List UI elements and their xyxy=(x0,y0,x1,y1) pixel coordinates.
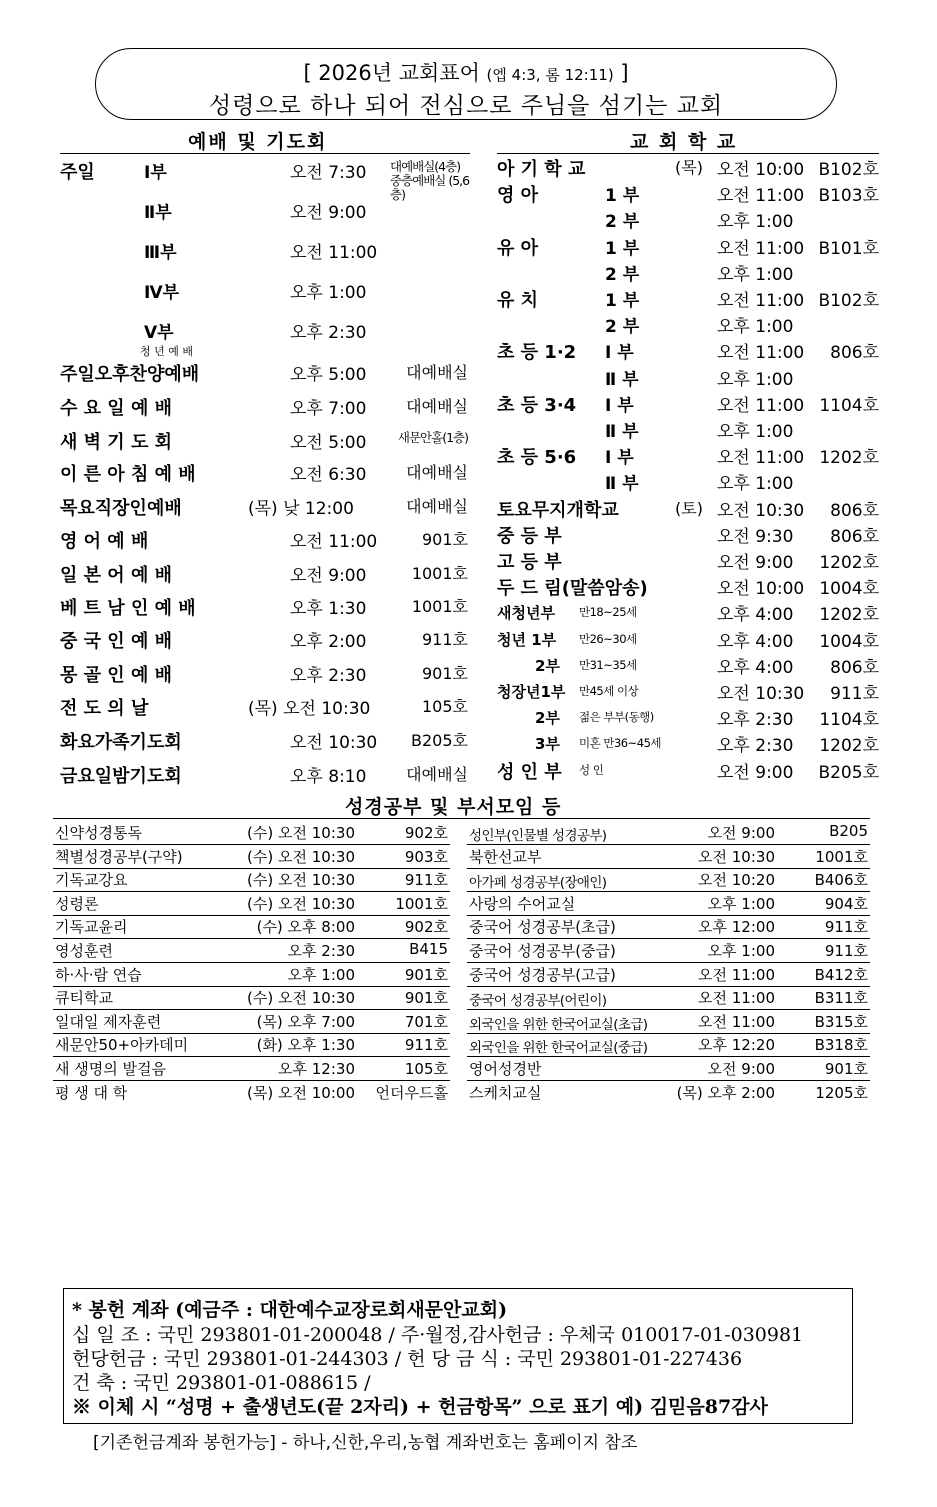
school-row xyxy=(497,705,879,731)
study-time: 오후 1:00 xyxy=(707,894,775,913)
motto-scripture-ref: (엡 4:3, 롬 12:11) xyxy=(486,66,614,84)
worship-place: 대예배실 xyxy=(406,463,468,482)
school-dept: 아 기 학 교 xyxy=(497,159,586,180)
worship-place: 대예배실 xyxy=(406,363,468,382)
school-time: 오후 1:00 xyxy=(717,317,794,338)
study-room: 1001호 xyxy=(815,847,868,866)
school-part: Ⅱ 부 xyxy=(605,422,639,442)
worship-row xyxy=(60,318,480,348)
worship-part: Ⅴ부 xyxy=(144,323,174,343)
worship-part: Ⅰ부 xyxy=(144,163,167,183)
study-room: 904호 xyxy=(824,894,868,913)
worship-place: 911호 xyxy=(422,630,468,649)
study-time: (목) 오전 10:00 xyxy=(247,1083,355,1102)
school-row xyxy=(497,600,879,626)
worship-name: 화요가족기도회 xyxy=(60,732,182,753)
school-room: 806호 xyxy=(830,657,879,678)
offering-dedication-line: 헌당헌금 : 국민 293801-01-244303 / 헌 당 금 식 : 국민 293801-01-227436 xyxy=(72,1348,743,1370)
school-time: 오전 11:00 xyxy=(717,291,805,311)
school-time: 오전 9:00 xyxy=(717,553,794,573)
worship-name: 수 요 일 예 배 xyxy=(60,398,173,419)
study-room: B415 xyxy=(409,940,448,958)
study-name: 중국어 성경공부(중급) xyxy=(469,942,616,960)
school-time: 오후 4:00 xyxy=(717,605,794,626)
motto-banner xyxy=(95,48,837,120)
school-age-range: 만26~30세 xyxy=(579,631,637,646)
school-row xyxy=(497,181,879,207)
school-row xyxy=(497,496,879,522)
worship-time: 오후 7:00 xyxy=(290,399,367,419)
worship-place: B205호 xyxy=(411,731,468,750)
school-row xyxy=(497,653,879,679)
school-row xyxy=(497,627,879,653)
sunday-worship-location-note: 대예배실(4층) 중층예배실 (5,6층) xyxy=(390,159,470,202)
study-row xyxy=(53,1032,450,1057)
school-room: 806호 xyxy=(830,500,879,521)
study-row xyxy=(467,1032,870,1057)
worship-time: 오전 11:00 xyxy=(290,243,378,263)
worship-part: Ⅲ부 xyxy=(144,243,177,263)
worship-time: 오전 10:30 xyxy=(290,733,378,753)
school-row xyxy=(497,758,879,784)
study-time: 오후 12:00 xyxy=(698,918,775,937)
study-row xyxy=(467,867,870,892)
worship-name: 베 트 남 인 예 배 xyxy=(60,598,196,619)
worship-place: 1001호 xyxy=(411,564,468,583)
study-time: 오후 2:30 xyxy=(287,942,355,960)
study-row xyxy=(467,1080,870,1104)
school-age-range: 만31~35세 xyxy=(579,657,637,672)
study-room: B315호 xyxy=(814,1012,868,1031)
school-time: 오전 11:00 xyxy=(717,395,805,416)
study-time: (수) 오전 10:30 xyxy=(247,847,355,866)
worship-place: 105호 xyxy=(422,697,468,716)
school-time: 오후 2:30 xyxy=(717,710,794,731)
worship-row xyxy=(60,694,480,724)
study-name: 중국어 성경공부(초급) xyxy=(469,918,616,937)
worship-time: (목) 오전 10:30 xyxy=(248,699,371,719)
worship-row xyxy=(60,594,480,624)
study-row xyxy=(53,1056,450,1081)
school-part: 1 부 xyxy=(605,291,640,311)
school-time: 오전 11:00 xyxy=(717,343,805,364)
school-dept: 두 드 림(말씀암송) xyxy=(497,578,648,600)
study-room: 911호 xyxy=(824,942,868,960)
worship-part: Ⅳ부 xyxy=(144,283,180,303)
study-time: 오전 11:00 xyxy=(698,1012,775,1031)
study-time: 오후 1:00 xyxy=(287,965,355,984)
worship-name: 이 른 아 침 예 배 xyxy=(60,464,196,485)
study-row xyxy=(53,914,450,939)
worship-time: 오전 9:00 xyxy=(290,203,367,223)
school-time: 오후 1:00 xyxy=(717,212,794,233)
study-row xyxy=(53,867,450,892)
school-time: 오전 10:00 xyxy=(717,160,805,180)
worship-place: 새문안홀(1층) xyxy=(397,430,468,445)
school-time: 오전 11:00 xyxy=(717,238,805,259)
school-time: 오후 1:00 xyxy=(717,422,794,442)
school-part: 1 부 xyxy=(605,238,640,259)
study-room: 903호 xyxy=(404,847,448,866)
school-day: (목) xyxy=(675,158,703,177)
school-dept: 새청년부 xyxy=(497,604,555,623)
school-room: 1104호 xyxy=(819,710,879,731)
worship-name: 몽 골 인 예 배 xyxy=(60,665,173,686)
worship-name: 전 도 의 날 xyxy=(60,698,149,719)
study-row xyxy=(53,962,450,987)
school-age-range: 만45세 이상 xyxy=(579,684,639,698)
study-title-rule xyxy=(53,818,870,819)
school-room: 806호 xyxy=(830,343,879,364)
study-name: 영성훈련 xyxy=(55,942,113,960)
school-day: (토) xyxy=(675,498,703,518)
school-row xyxy=(497,391,879,417)
worship-time: 오전 7:30 xyxy=(290,163,367,183)
study-room: 701호 xyxy=(404,1012,448,1031)
worship-row xyxy=(60,762,480,792)
study-name: 외국인을 위한 한국어교실(중급) xyxy=(469,1040,648,1057)
school-dept: 초 등 5·6 xyxy=(497,447,577,469)
school-time: 오전 10:30 xyxy=(717,684,805,704)
worship-part: Ⅱ부 xyxy=(144,203,172,223)
study-name: 북한선교부 xyxy=(469,847,542,866)
study-time: 오후 12:30 xyxy=(278,1060,355,1078)
school-row xyxy=(497,679,879,705)
study-row xyxy=(467,1009,870,1034)
school-age-range: 젊은 부부(동행) xyxy=(579,710,654,725)
school-row xyxy=(497,548,879,574)
school-part: Ⅰ 부 xyxy=(605,343,634,364)
offering-heading: * 봉헌 계좌 (예금주 : 대한예수교장로회새문안교회) xyxy=(72,1299,508,1321)
worship-place: 901호 xyxy=(422,664,468,683)
worship-row xyxy=(60,198,480,228)
worship-row xyxy=(60,527,480,557)
study-time: 오전 9:00 xyxy=(707,1060,775,1078)
study-room: 902호 xyxy=(404,824,448,842)
motto-title xyxy=(96,57,836,87)
school-row xyxy=(497,365,879,391)
school-row xyxy=(497,207,879,233)
worship-row xyxy=(60,561,480,591)
worship-row xyxy=(60,278,480,308)
school-row xyxy=(497,260,879,286)
study-row xyxy=(467,938,870,963)
study-room: 105호 xyxy=(404,1060,448,1078)
school-time: 오후 2:30 xyxy=(717,736,794,757)
study-row xyxy=(467,844,870,869)
school-time: 오전 9:30 xyxy=(717,526,794,547)
worship-place: 대예배실 xyxy=(406,497,468,516)
school-row xyxy=(497,731,879,757)
school-time: 오전 10:00 xyxy=(717,579,805,600)
study-name: 신약성경통독 xyxy=(55,824,142,842)
offering-transfer-instruction: ※ 이체 시 “성명 + 출생년도(끝 2자리) + 헌금항목” 으로 표기 예) 김믿음87감사 xyxy=(72,1396,768,1418)
study-row xyxy=(467,985,870,1010)
worship-row xyxy=(60,360,480,390)
school-row xyxy=(497,574,879,600)
study-time: 오전 11:00 xyxy=(698,989,775,1008)
school-time: 오전 11:00 xyxy=(717,448,805,469)
school-dept: 성 인 부 xyxy=(497,761,562,783)
worship-time: 오후 2:00 xyxy=(290,632,367,652)
school-time: 오후 4:00 xyxy=(717,657,794,678)
worship-time: 오후 2:30 xyxy=(290,323,367,343)
study-row xyxy=(53,985,450,1010)
study-name: 중국어 성경공부(고급) xyxy=(469,965,616,984)
study-name: 성령론 xyxy=(55,894,99,913)
study-row xyxy=(53,891,450,916)
motto-title-main: [ 2026년 교회표어 xyxy=(303,61,480,85)
youth-worship-label: 청 년 예 배 xyxy=(140,345,193,358)
study-row xyxy=(467,1056,870,1081)
study-time: 오전 9:00 xyxy=(707,824,775,842)
study-name: 기독교강요 xyxy=(55,871,128,890)
worship-row xyxy=(60,428,480,458)
study-time: (목) 오후 2:00 xyxy=(676,1083,775,1102)
footer-note: [기존헌금계좌 봉헌가능] - 하나,신한,우리,농협 계좌번호는 홈페이지 참조 xyxy=(93,1433,638,1453)
offering-tithe-line: 십 일 조 : 국민 293801-01-200048 / 주·월정,감사헌금 : 우체국 010017-01-030981 xyxy=(72,1324,804,1346)
school-dept: 2부 xyxy=(535,656,560,675)
school-room: B102호 xyxy=(818,160,879,180)
school-dept: 고 등 부 xyxy=(497,552,562,573)
offering-accounts-box xyxy=(63,1288,853,1424)
worship-time: 오후 2:30 xyxy=(290,666,367,686)
school-age-range: 만18~25세 xyxy=(579,605,637,620)
worship-row xyxy=(60,661,480,691)
study-room: 901호 xyxy=(404,965,448,984)
study-time: 오후 12:20 xyxy=(698,1036,775,1055)
study-row xyxy=(53,1080,450,1104)
motto-text: 성령으로 하나 되어 전심으로 주님을 섬기는 교회 xyxy=(208,93,724,119)
study-row xyxy=(467,820,870,845)
study-name: 평 생 대 학 xyxy=(55,1083,128,1102)
school-room: 1104호 xyxy=(819,395,879,416)
study-row xyxy=(467,891,870,916)
study-room: 911호 xyxy=(824,918,868,937)
worship-name: 중 국 인 예 배 xyxy=(60,631,173,652)
study-name: 큐티학교 xyxy=(55,989,113,1008)
study-time: 오전 10:20 xyxy=(698,871,775,890)
study-name: 성인부(인물별 성경공부) xyxy=(469,828,607,844)
school-room: 1202호 xyxy=(819,605,879,626)
school-dept: 초 등 3·4 xyxy=(497,394,577,416)
school-room: 1004호 xyxy=(819,579,879,600)
study-room: 언더우드홀 xyxy=(375,1083,448,1102)
school-age-range: 미혼 만36~45세 xyxy=(579,736,661,751)
school-row xyxy=(497,286,879,312)
school-dept: 청년 1부 xyxy=(497,630,557,649)
school-room: 1202호 xyxy=(819,553,879,573)
school-row xyxy=(497,417,879,443)
study-room: B406호 xyxy=(814,871,868,890)
worship-name: 목요직장인예배 xyxy=(60,498,182,519)
school-time: 오후 1:00 xyxy=(717,369,794,390)
worship-name: 일 본 어 예 배 xyxy=(60,565,173,586)
school-dept: 영 아 xyxy=(497,185,539,207)
worship-time: 오전 5:00 xyxy=(290,433,367,453)
study-name: 외국인을 위한 한국어교실(초급) xyxy=(469,1016,648,1033)
study-room: 1001호 xyxy=(395,894,448,913)
study-time: (수) 오전 10:30 xyxy=(247,894,355,913)
worship-time: 오전 11:00 xyxy=(290,532,378,552)
school-time: 오후 1:00 xyxy=(717,474,794,495)
worship-time: 오후 1:00 xyxy=(290,283,367,303)
study-room: 902호 xyxy=(404,918,448,937)
study-time: (수) 오전 10:30 xyxy=(247,871,355,890)
study-name: 영어성경반 xyxy=(469,1060,542,1078)
worship-row xyxy=(60,728,480,758)
study-room: B412호 xyxy=(814,965,868,984)
school-row xyxy=(497,338,879,364)
study-room: B318호 xyxy=(814,1036,868,1055)
worship-name: 새 벽 기 도 회 xyxy=(60,432,173,453)
worship-time: 오후 8:10 xyxy=(290,767,367,787)
study-time: 오전 10:30 xyxy=(698,847,775,866)
school-time: 오전 9:00 xyxy=(717,762,794,783)
worship-place: 대예배실 xyxy=(406,397,468,416)
school-time: 오후 4:00 xyxy=(717,631,794,652)
study-room: 901호 xyxy=(404,989,448,1008)
worship-time: 오후 1:30 xyxy=(290,599,367,619)
school-room: 1004호 xyxy=(819,631,879,652)
study-name: 새 생명의 발걸음 xyxy=(55,1060,166,1078)
study-time: (수) 오전 10:30 xyxy=(247,989,355,1008)
school-time: 오전 10:30 xyxy=(717,500,805,521)
school-dept: 2부 xyxy=(535,709,560,728)
study-name: 아가페 성경공부(장애인) xyxy=(469,875,607,892)
school-age-range: 성 인 xyxy=(579,762,604,777)
worship-time: 오전 6:30 xyxy=(290,465,367,485)
school-room: B205호 xyxy=(818,762,879,783)
school-row xyxy=(497,522,879,548)
study-time: (수) 오전 10:30 xyxy=(247,824,355,842)
study-name: 사랑의 수어교실 xyxy=(469,894,576,913)
study-name: 새문안50+아카데미 xyxy=(55,1036,189,1055)
worship-section-title: 예배 및 기도회 xyxy=(188,131,328,153)
worship-time: 오전 9:00 xyxy=(290,566,367,586)
worship-row xyxy=(60,158,480,188)
school-row xyxy=(497,469,879,495)
school-room: 806호 xyxy=(830,526,879,547)
study-row xyxy=(53,938,450,963)
school-dept: 중 등 부 xyxy=(497,525,562,547)
study-room: 1205호 xyxy=(815,1083,868,1102)
worship-time: (목) 낮 12:00 xyxy=(248,499,354,519)
sunday-label: 주일 xyxy=(60,162,95,183)
study-time: (목) 오후 7:00 xyxy=(256,1012,355,1031)
motto-title-close: ] xyxy=(620,61,629,85)
school-room: B103호 xyxy=(818,186,879,207)
worship-place: 1001호 xyxy=(411,597,468,616)
study-room: 911호 xyxy=(404,871,448,890)
study-section-title: 성경공부 및 부서모임 등 xyxy=(345,796,562,818)
school-row xyxy=(497,234,879,260)
study-name: 일대일 제자훈련 xyxy=(55,1012,162,1031)
school-part: Ⅰ 부 xyxy=(605,448,634,469)
worship-place: 901호 xyxy=(422,530,468,549)
school-time: 오후 1:00 xyxy=(717,264,794,285)
worship-name: 주일오후찬양예배 xyxy=(60,364,200,385)
study-time: 오후 1:00 xyxy=(707,942,775,960)
study-name: 하·사·람 연습 xyxy=(55,965,142,984)
school-part: 2 부 xyxy=(605,264,640,285)
school-row xyxy=(497,443,879,469)
school-row xyxy=(497,155,879,181)
worship-name: 금요일밤기도회 xyxy=(60,766,182,787)
study-name: 기독교윤리 xyxy=(55,918,128,937)
study-row xyxy=(467,914,870,939)
school-part: 1 부 xyxy=(605,186,640,207)
offering-building-line: 건 축 : 국민 293801-01-088615 / xyxy=(72,1372,371,1394)
school-part: Ⅰ 부 xyxy=(605,395,634,416)
worship-row xyxy=(60,627,480,657)
school-room: 1202호 xyxy=(819,736,879,757)
worship-row xyxy=(60,494,480,524)
school-room: 911호 xyxy=(830,684,879,704)
school-section-title: 교 회 학 교 xyxy=(630,131,738,153)
school-part: Ⅱ 부 xyxy=(605,474,639,495)
study-name: 스케치교실 xyxy=(469,1083,542,1102)
school-dept: 3부 xyxy=(535,735,560,754)
school-time: 오전 11:00 xyxy=(717,186,805,207)
study-row xyxy=(53,820,450,845)
worship-time: 오후 5:00 xyxy=(290,365,367,385)
school-title-rule xyxy=(497,153,879,154)
school-dept: 청장년1부 xyxy=(497,683,566,701)
worship-row xyxy=(60,238,480,268)
worship-row xyxy=(60,460,480,490)
study-row xyxy=(467,962,870,987)
school-dept: 유 치 xyxy=(497,290,539,311)
worship-place: 대예배실 xyxy=(406,765,468,784)
school-dept: 유 아 xyxy=(497,237,539,259)
worship-title-rule xyxy=(60,153,470,154)
school-part: Ⅱ 부 xyxy=(605,369,639,390)
study-time: (수) 오후 8:00 xyxy=(256,918,355,937)
study-room: 901호 xyxy=(824,1060,868,1078)
worship-row xyxy=(60,394,480,424)
study-room: 911호 xyxy=(404,1036,448,1055)
study-name: 중국어 성경공부(어린이) xyxy=(469,993,607,1010)
study-name: 책별성경공부(구약) xyxy=(55,847,183,866)
school-room: B101호 xyxy=(818,238,879,259)
school-dept: 초 등 1·2 xyxy=(497,342,577,364)
study-room: B311호 xyxy=(814,989,868,1008)
study-row xyxy=(53,1009,450,1034)
study-room: B205 xyxy=(829,822,868,840)
study-row xyxy=(53,844,450,869)
school-room: B102호 xyxy=(818,291,879,311)
study-time: 오전 11:00 xyxy=(698,965,775,984)
study-time: (화) 오후 1:30 xyxy=(256,1036,355,1055)
school-part: 2 부 xyxy=(605,212,640,233)
school-row xyxy=(497,312,879,338)
school-dept: 토요무지개학교 xyxy=(497,499,619,521)
school-part: 2 부 xyxy=(605,317,640,338)
worship-name: 영 어 예 배 xyxy=(60,531,149,552)
school-room: 1202호 xyxy=(819,448,879,469)
